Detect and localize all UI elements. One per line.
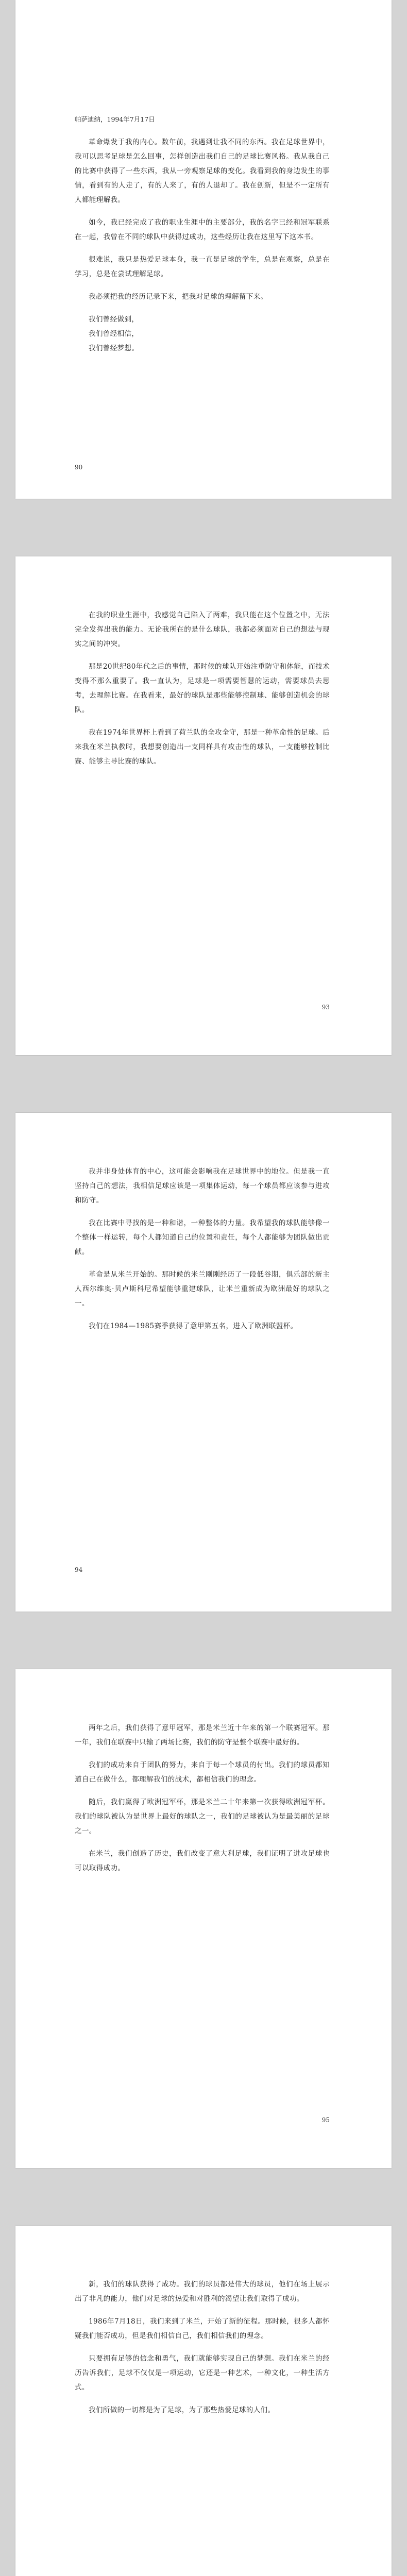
paragraph: 在米兰，我们创造了历史，我们改变了意大利足球，我们证明了进攻足球也可以取得成功。 <box>75 1850 330 1872</box>
paragraph: 我们所做的一切都是为了足球，为了那些热爱足球的人们。 <box>89 2406 275 2414</box>
page-2-body <box>75 608 330 769</box>
paragraph: 我们在1984—1985赛季获得了意甲第五名，进入了欧洲联盟杯。 <box>89 1322 298 1330</box>
page-number: 95 <box>321 2116 330 2124</box>
paragraph: 两年之后，我们获得了意甲冠军，那是米兰近十年来的第一个联赛冠军。那一年，我们在联赛中只输了两场比赛，我们的防守是整个联赛中最好的。 <box>75 1724 330 1747</box>
book-page-4 <box>15 1669 392 2168</box>
paragraph: 我在1974年世界杯上看到了荷兰队的全攻全守，那是一种革命性的足球。后来我在米兰执教时，我想要创造出一支同样具有攻击性的球队，一支能够控制比赛、能够主导比赛的球队。 <box>75 728 330 766</box>
signoff-line: 我们曾经相信， <box>89 330 139 338</box>
paragraph: 我们的成功来自于团队的努力，来自于每一个球员的付出。我们的球员都知道自己在做什么，都理解我们的战术，都相信我们的理念。 <box>75 1761 330 1784</box>
paragraph: 很难说，我只是热爱足球本身，我一直是足球的学生，总是在观察，总是在学习，总是在尝试理解足球。 <box>75 256 330 278</box>
paragraph: 只要拥有足够的信念和勇气，我们就能够实现自己的梦想。我们在米兰的经历告诉我们，足球不仅仅是一项运动，它还是一种艺术，一种文化，一种生活方式。 <box>75 2354 330 2392</box>
paragraph: 在我的职业生涯中，我感觉自己陷入了两难，我只能在这个位置之中，无法完全发挥出我的能力。无论我所在的是什么球队，我都必须面对自己的想法与现实之间的冲突。 <box>75 611 330 648</box>
page-number: 90 <box>75 464 83 471</box>
paragraph: 革命是从米兰开始的。那时候的米兰刚刚经历了一段低谷期，俱乐部的新主人西尔维奥·贝卢斯科尼希望能够重建球队，让米兰重新成为欧洲最好的球队之一。 <box>75 1270 330 1308</box>
book-page-1 <box>15 0 392 499</box>
page-number: 93 <box>321 1004 330 1011</box>
paragraph: 我并非身处体育的中心，这可能会影响我在足球世界中的地位。但是我一直坚持自己的想法，我相信足球应该是一项集体运动，每一个球员都应该参与进攻和防守。 <box>75 1167 330 1205</box>
paragraph: 1986年7月18日，我们来到了米兰，开始了新的征程。那时候，很多人都怀疑我们能否成功，但是我们相信自己，我们相信我们的理念。 <box>75 2317 330 2340</box>
signoff-line: 我们曾经做到， <box>89 315 139 324</box>
paragraph: 随后，我们赢得了欧洲冠军杯，那是米兰二十年来第一次获得欧洲冠军杯。我们的球队被认为是世界上最好的球队之一，我们的足球被认为是最美丽的足球之一。 <box>75 1798 330 1835</box>
page-1-body <box>75 135 330 355</box>
page-5-body <box>75 2277 330 2417</box>
paragraph: 那是20世纪80年代之后的事情，那时候的球队开始注重防守和体能，而技术变得不那么重要了。我一直认为，足球是一项需要智慧的运动，需要球员去思考，去理解比赛。在我看来，最好的球队是那些能够控制球、能够创造机会的球队。 <box>75 663 330 714</box>
dateline: 帕萨迪纳，1994年7月17日 <box>75 115 155 123</box>
book-page-3 <box>15 1113 392 1612</box>
paragraph: 如今，我已经完成了我的职业生涯中的主要部分，我的名字已经和冠军联系在一起，我曾在不同的球队中获得过成功，这些经历让我在这里写下这本书。 <box>75 218 330 241</box>
page-4-body <box>75 1721 330 1875</box>
page-3-body <box>75 1164 330 1333</box>
signoff-line: 我们曾经梦想。 <box>89 344 139 352</box>
page-number: 94 <box>75 1566 83 1573</box>
book-page-2 <box>15 556 392 1055</box>
book-page-5 <box>15 2226 392 2576</box>
signoff <box>75 312 330 355</box>
paragraph: 我必须把我的经历记录下来，把我对足球的理解留下来。 <box>89 293 268 301</box>
paragraph: 革命爆发于我的内心。数年前，我遇到让我不同的东西。我在足球世界中，我可以思考足球是怎么回事，怎样创造出我们自己的足球比赛风格。我从我自己的比赛中获得了一些东西，我从一旁观察足球的变化。我看到我的身边发生的事情，看到有的人走了，有的人来了，有的人退却了。我在创新，但是不一定所有人都能理解我。 <box>75 138 330 204</box>
paragraph: 新，我们的球队获得了成功。我们的球员都是伟大的球员，他们在场上展示出了非凡的能力，他们对足球的热爱和对胜利的渴望让我们取得了成功。 <box>75 2280 330 2303</box>
paragraph: 我在比赛中寻找的是一种和谐，一种整体的力量。我希望我的球队能够像一个整体一样运转，每个人都知道自己的位置和责任，每个人都能够为团队做出贡献。 <box>75 1219 330 1256</box>
